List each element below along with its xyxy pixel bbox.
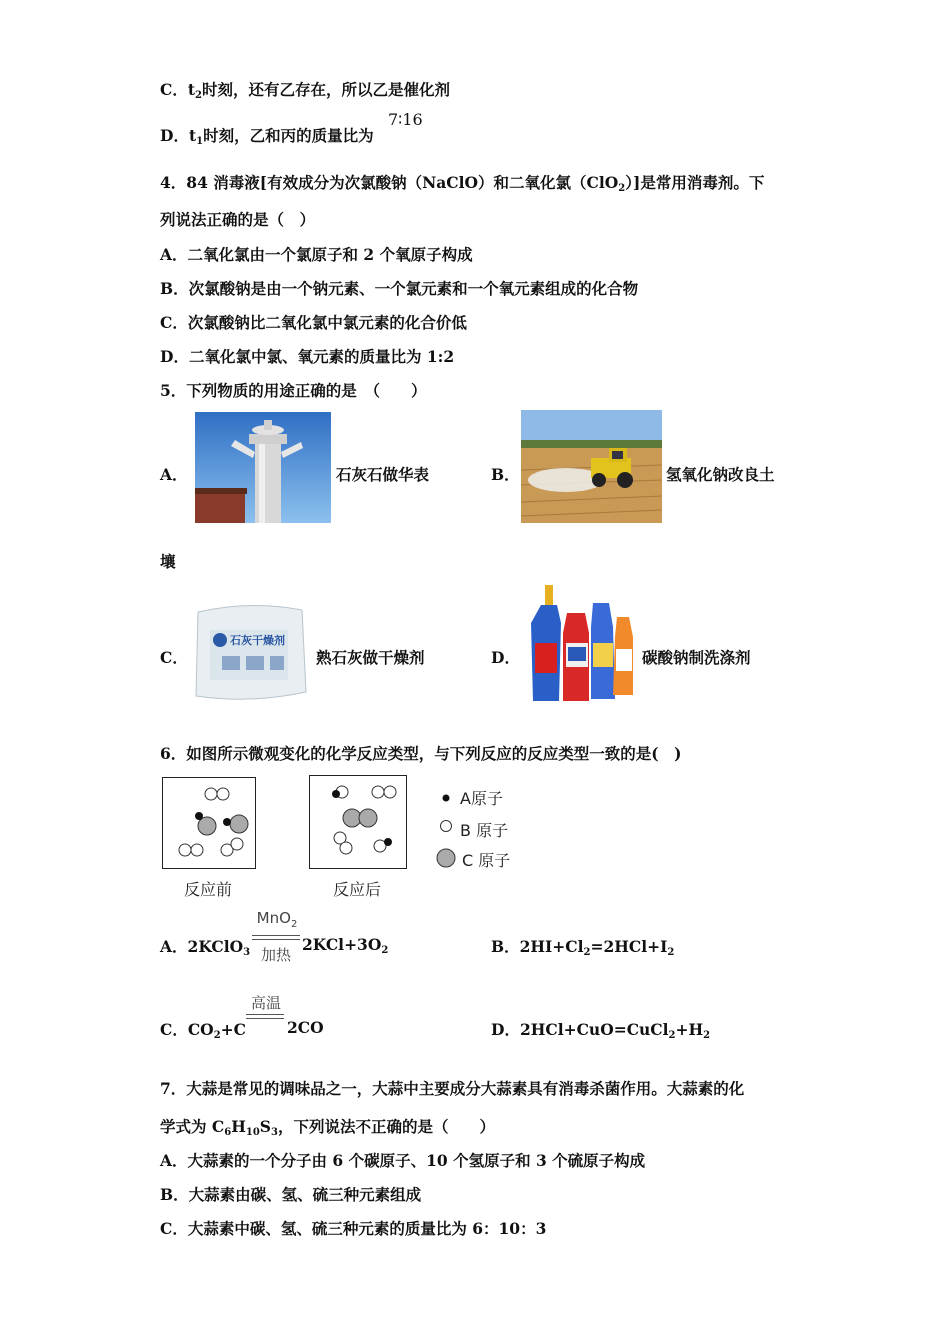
q7-option-c: C．大蒜素中碳、氢、硫三种元素的质量比为 6：10：3 bbox=[160, 1219, 547, 1238]
q4-option-b: B．次氯酸钠是由一个钠元素、一个氯元素和一个氧元素组成的化合物 bbox=[160, 279, 639, 298]
legend-b-atom: B 原子 bbox=[460, 821, 509, 840]
q6-option-a-left: A．2KClO$_3$ bbox=[160, 937, 251, 958]
q6-a-equal-line-2 bbox=[252, 939, 300, 940]
q7-stem-line2: 学式为 $C_6H_{10}S_3$，下列说法不正确的是（ ） bbox=[160, 1117, 495, 1138]
legend-c-atom: C 原子 bbox=[462, 851, 511, 870]
q5-a-label: A． bbox=[160, 465, 188, 484]
q6-option-c-left: C．$CO_2+C$ bbox=[160, 1020, 246, 1041]
q5-b-text-cont: 壤 bbox=[160, 552, 176, 571]
q5-a-text: 石灰石做华表 bbox=[336, 465, 430, 484]
q4-option-c: C．次氯酸钠比二氧化氯中氯元素的化合价低 bbox=[160, 313, 467, 332]
before-reaction-label: 反应前 bbox=[184, 880, 233, 899]
q5-c-label: C． bbox=[160, 648, 188, 667]
q6-c-equal-line-1 bbox=[246, 1014, 284, 1015]
q6-option-a-right: $2KCl+3O_2$ bbox=[302, 935, 389, 956]
q7-option-a: A．大蒜素的一个分子由 6 个碳原子、10 个氢原子和 3 个硫原子构成 bbox=[160, 1151, 646, 1170]
q5-c-text: 熟石灰做干燥剂 bbox=[316, 648, 425, 667]
q7-option-b: B．大蒜素由碳、氢、硫三种元素组成 bbox=[160, 1185, 422, 1204]
legend-a-atom: A原子 bbox=[460, 789, 503, 808]
tractor-field-photo bbox=[521, 410, 662, 523]
q7-stem-line1: 7．大蒜是常见的调味品之一，大蒜中主要成分大蒜素具有消毒杀菌作用。大蒜素的化 bbox=[160, 1079, 745, 1098]
q6-option-b: B．$2HI+Cl_2=2HCl+I_2$ bbox=[491, 937, 675, 958]
desiccant-pack-label: 石灰干燥剂 bbox=[230, 634, 285, 647]
q6-c-equal-line-2 bbox=[246, 1018, 284, 1019]
q6-c-high-temp: 高温 bbox=[250, 994, 281, 1012]
q3-option-c: C．$t_2$时刻，还有乙存在，所以乙是催化剂 bbox=[160, 80, 450, 101]
q6-a-heat: 加热 bbox=[260, 946, 291, 964]
q6-option-c-right: 2CO bbox=[287, 1018, 324, 1037]
before-reaction-box bbox=[162, 777, 256, 869]
q5-b-text: 氢氧化钠改良土 bbox=[666, 465, 775, 484]
q4-stem-line1: 4．84 消毒液[有效成分为次氯酸钠（NaClO）和二氧化氯（ClO$_2$）]是常用消毒剂。下 bbox=[160, 173, 765, 194]
q5-d-text: 碳酸钠制洗涤剂 bbox=[642, 648, 751, 667]
q5-stem: 5．下列物质的用途正确的是 （ ） bbox=[160, 381, 427, 400]
q6-option-d: D．$2HCl+CuO=CuCl_2+H_2$ bbox=[491, 1020, 711, 1041]
after-reaction-label: 反应后 bbox=[333, 880, 382, 899]
q3-option-d: D．$t_1$时刻，乙和丙的质量比为 bbox=[160, 126, 374, 147]
atom-legend-symbols bbox=[436, 786, 460, 870]
q6-stem: 6．如图所示微观变化的化学反应类型，与下列反应的反应类型一致的是( ) bbox=[160, 744, 682, 763]
q4-option-a: A．二氧化氯由一个氯原子和 2 个氧原子构成 bbox=[160, 245, 473, 264]
q5-d-label: D． bbox=[491, 648, 520, 667]
q3-d-ratio: 7∶16 bbox=[388, 110, 423, 129]
after-reaction-box bbox=[309, 775, 407, 869]
huabiao-photo bbox=[195, 412, 331, 523]
q5-b-label: B． bbox=[491, 465, 520, 484]
q6-a-equal-line-1 bbox=[252, 935, 300, 936]
desiccant-pack-photo bbox=[190, 600, 310, 705]
detergent-bottles-photo bbox=[523, 583, 639, 705]
q4-stem-line2: 列说法正确的是（ ） bbox=[160, 210, 316, 229]
q6-a-catalyst: MnO$_2$ bbox=[256, 909, 298, 930]
q4-option-d: D．二氧化氯中氯、氧元素的质量比为 1:2 bbox=[160, 347, 455, 366]
